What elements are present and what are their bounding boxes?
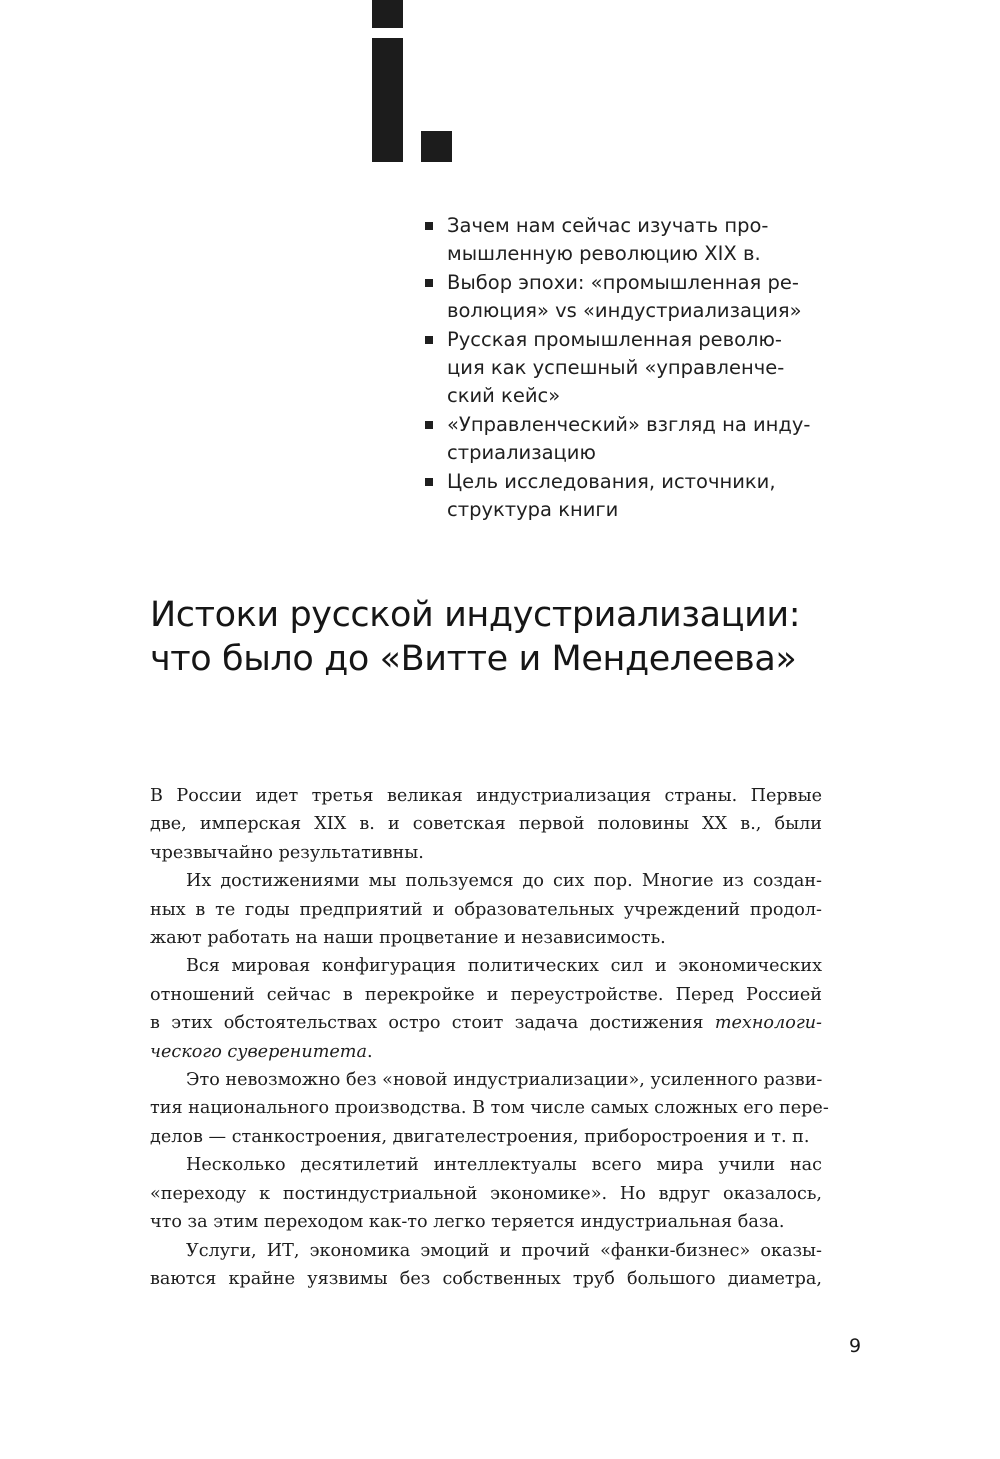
text-line: отношений сейчас в перекройке и переустройстве. Перед Россией <box>150 984 822 1005</box>
page-number: 9 <box>849 1335 862 1357</box>
paragraph-1 <box>150 782 822 867</box>
section-heading-line-1: Истоки русской индустриализации: <box>150 595 801 635</box>
paragraph-6 <box>150 1237 822 1294</box>
text-line <box>150 1009 822 1037</box>
outline-item <box>425 212 845 269</box>
chapter-outline <box>425 212 845 524</box>
text-run: в этих обстоятельствах остро стоит задача достижения <box>150 1013 715 1034</box>
text-line: Несколько десятилетий интеллектуалы всего мира учили нас <box>186 1155 822 1176</box>
paragraph-4 <box>150 1066 829 1151</box>
italic-term: технологи- <box>714 1013 822 1034</box>
chapter-mark-notch <box>372 28 403 38</box>
outline-item-line: Цель исследования, источники, <box>447 469 776 493</box>
body-text <box>150 782 829 1293</box>
text-line: Это невозможно без «новой индустриализации», усиленного разви- <box>186 1070 823 1091</box>
text-line: что за этим переходом как-то легко теряется индустриальная база. <box>150 1212 785 1233</box>
outline-item-line: «Управленческий» взгляд на инду- <box>447 412 811 436</box>
chapter-mark-dot <box>421 131 452 162</box>
text-line: «переходу к постиндустриальной экономике». Но вдруг оказалось, <box>150 1183 822 1204</box>
text-line: жают работать на наши процветание и независимость. <box>150 928 666 949</box>
text-line: чрезвычайно результативны. <box>150 842 424 863</box>
outline-item-line: ский кейс» <box>447 384 561 408</box>
text-line: Вся мировая конфигурация политических сил и экономических <box>186 956 822 977</box>
outline-item-line: мышленную революцию XIX в. <box>447 242 761 266</box>
text-line: Услуги, ИТ, экономика эмоций и прочий «фанки-бизнес» оказы- <box>186 1240 822 1261</box>
square-bullet-icon <box>425 336 433 344</box>
text-line: Их достижениями мы пользуемся до сих пор. Многие из создан- <box>186 871 822 892</box>
text-line: В России идет третья великая индустриализация страны. Первые <box>150 786 822 806</box>
outline-item-line: структура книги <box>447 498 619 522</box>
square-bullet-icon <box>425 279 433 287</box>
section-heading-line-2: что было до «Витте и Менделеева» <box>150 639 797 679</box>
text-line: тия национального производства. В том числе самых сложных его пере- <box>150 1098 829 1119</box>
outline-item <box>425 269 845 326</box>
section-heading <box>150 593 850 681</box>
chapter-mark-bar <box>372 0 403 162</box>
text-run: . <box>366 1041 373 1062</box>
outline-item-line: Русская промышленная револю- <box>447 327 782 351</box>
text-line: ных в те годы предприятий и образовательных учреждений продол- <box>150 899 822 920</box>
square-bullet-icon <box>425 421 433 429</box>
outline-item <box>425 468 845 525</box>
outline-item <box>425 326 845 411</box>
text-line <box>150 1038 822 1066</box>
italic-term: ческого суверенитета <box>150 1041 367 1062</box>
text-line: делов — станкостроения, двигателестроения, приборостроения и т. п. <box>150 1126 810 1147</box>
outline-item-line: Выбор эпохи: «промышленная ре- <box>447 270 799 294</box>
square-bullet-icon <box>425 478 433 486</box>
paragraph-3 <box>150 952 822 1066</box>
text-line: две, имперская XIX в. и советская первой половины XX в., были <box>150 814 822 835</box>
outline-item-line: Зачем нам сейчас изучать про- <box>447 214 769 237</box>
text-line: ваются крайне уязвимы без собственных труб большого диаметра, <box>150 1268 822 1289</box>
outline-item <box>425 411 845 468</box>
paragraph-2 <box>150 867 822 952</box>
outline-item-line: волюция» vs «индустриализация» <box>447 299 802 323</box>
outline-item-line: ция как успешный «управленче- <box>447 356 785 380</box>
square-bullet-icon <box>425 222 433 230</box>
outline-item-line: стриализацию <box>447 441 596 465</box>
paragraph-5 <box>150 1151 822 1236</box>
